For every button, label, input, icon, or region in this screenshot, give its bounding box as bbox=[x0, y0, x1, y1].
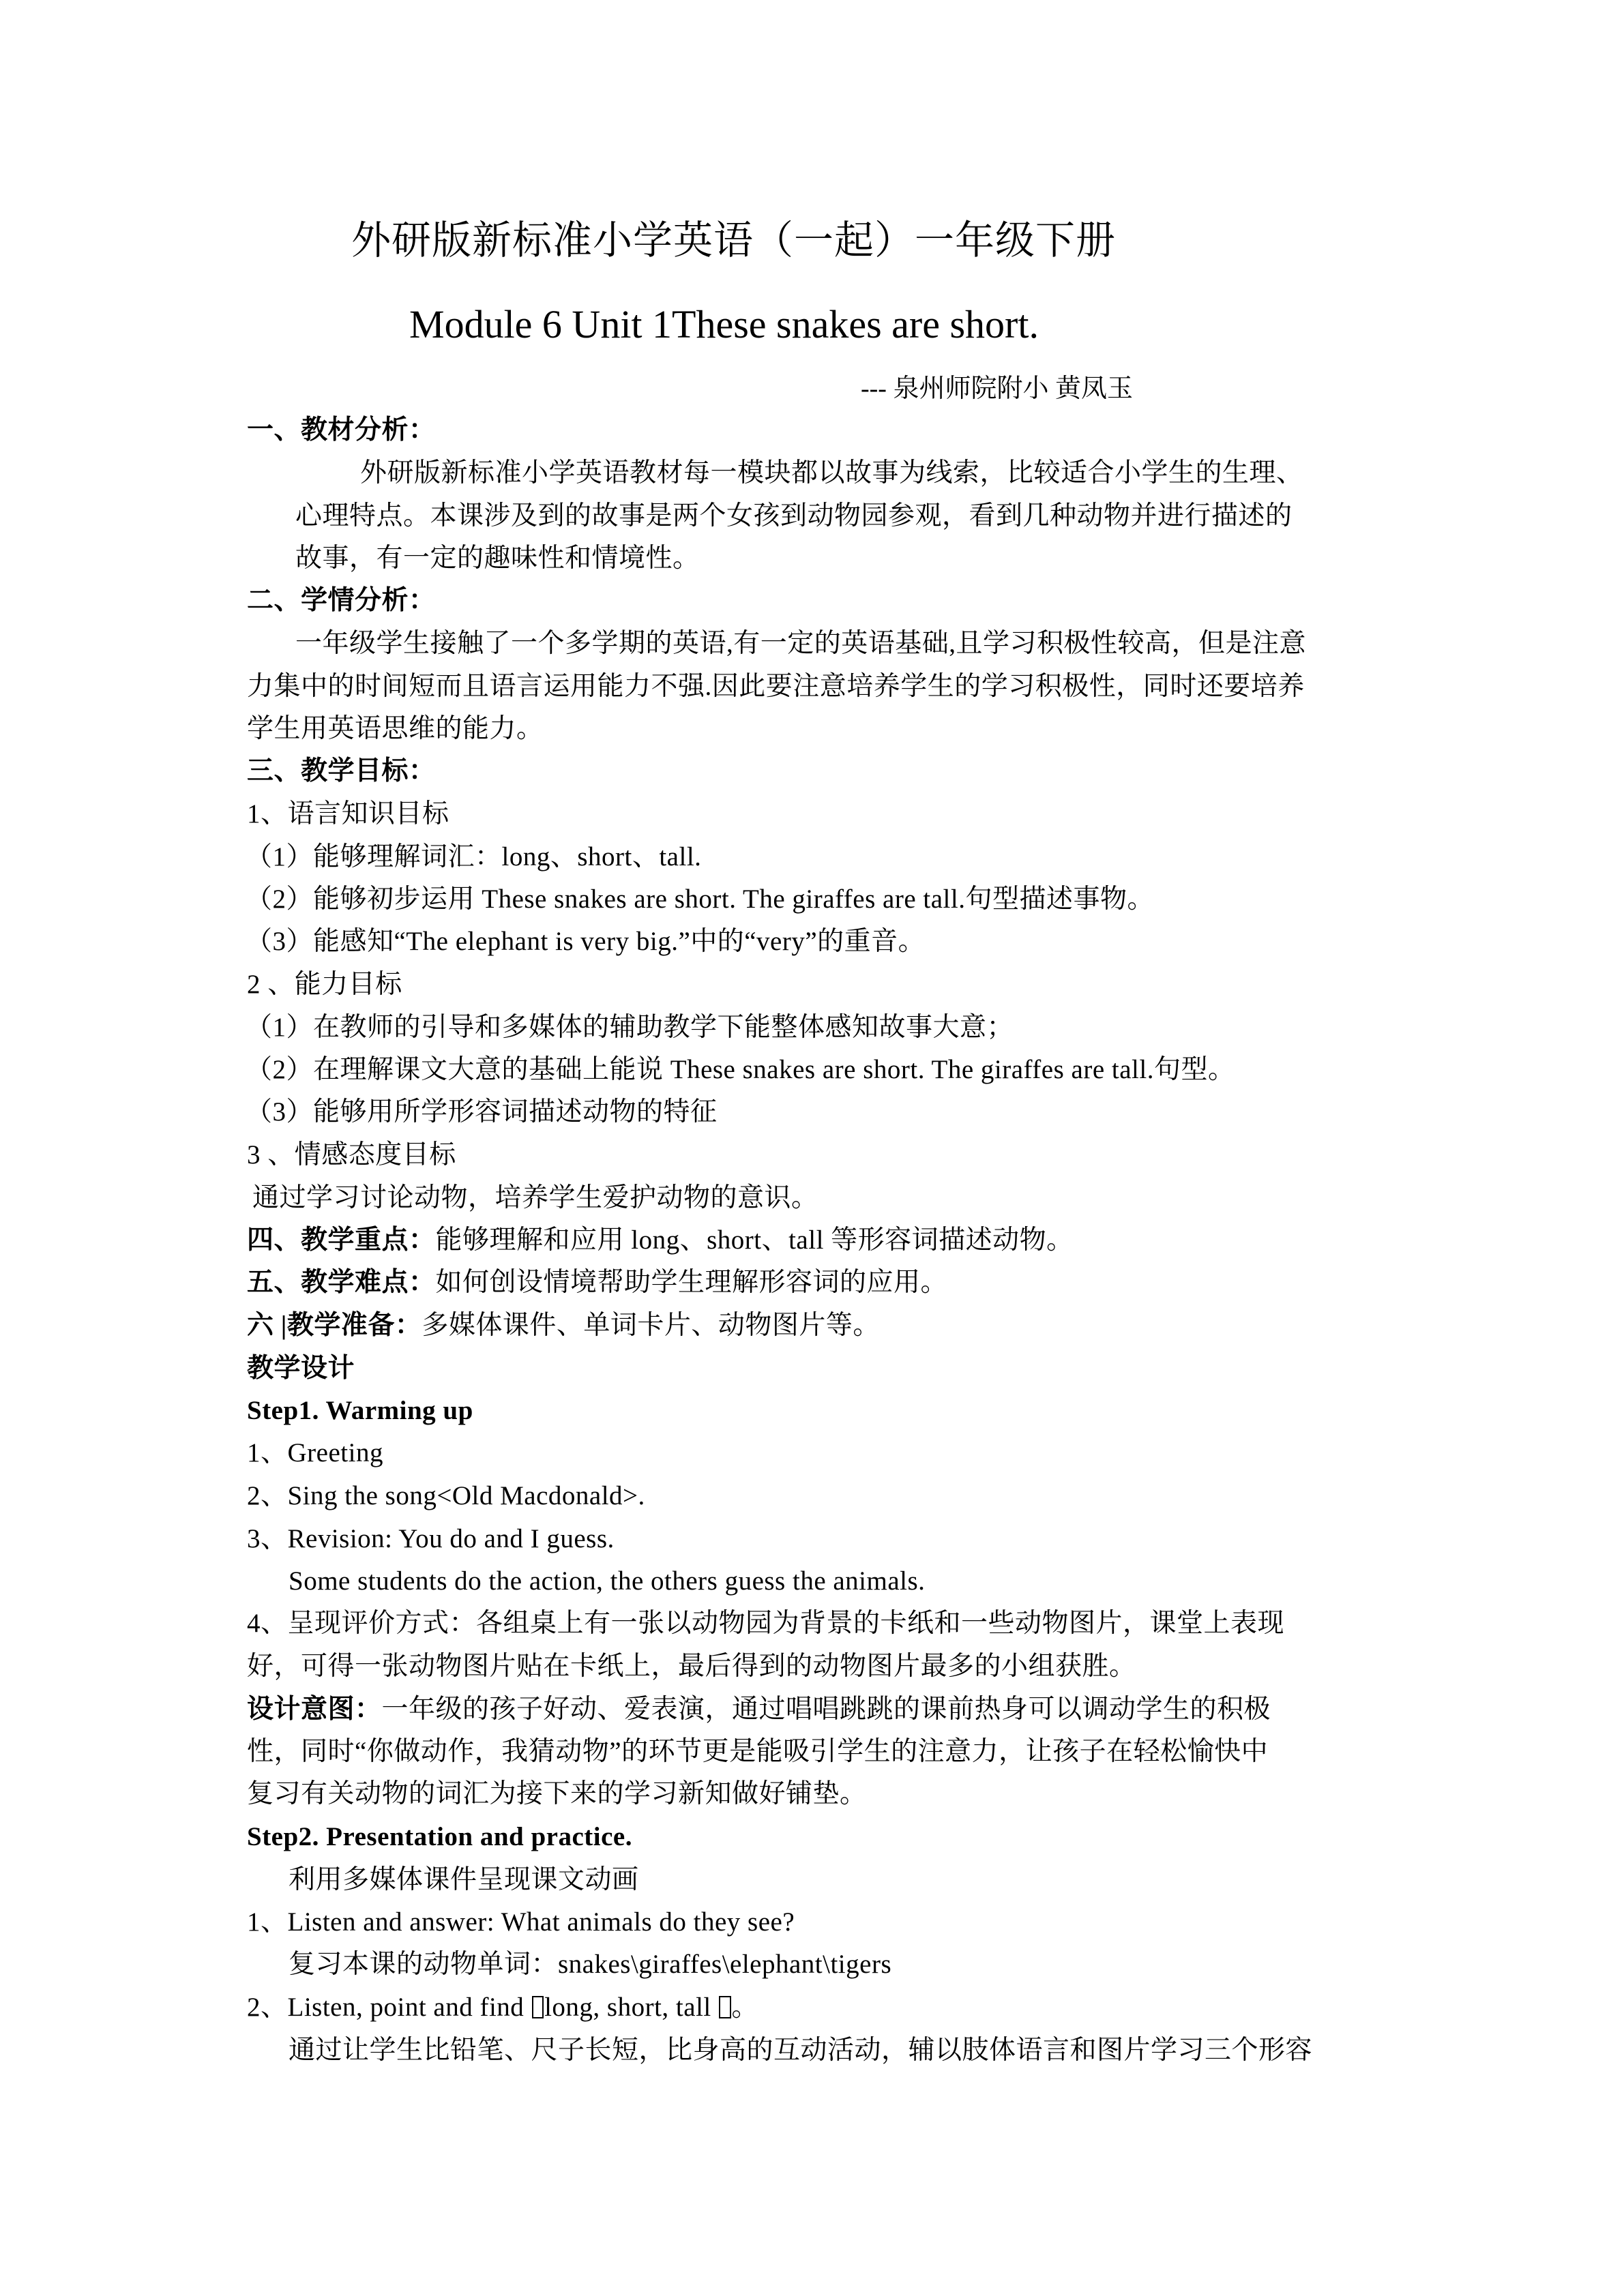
teaching-design-heading: 教学设计 bbox=[247, 1354, 355, 1383]
preparation-line bbox=[247, 1308, 880, 1343]
goal-text: 通过学习讨论动物，培养学生爱护动物的意识。 bbox=[252, 1183, 818, 1212]
step1-item: 3、Revision: You do and I guess. bbox=[247, 1524, 615, 1553]
missing-glyph-box-icon bbox=[532, 1996, 544, 2018]
design-intent-line: 性，同时“你做动作，我猜动物”的环节更是能吸引学生的注意力，让孩子在轻松愉快中 bbox=[247, 1737, 1269, 1766]
step2-heading: Step2. Presentation and practice. bbox=[247, 1822, 632, 1851]
step1-item-continued: 好，可得一张动物图片贴在卡纸上，最后得到的动物图片最多的小组获胜。 bbox=[247, 1652, 1136, 1681]
paragraph-line: 一年级学生接触了一个多学期的英语,有一定的英语基础,且学习积极性较高，但是注意 bbox=[295, 629, 1307, 658]
step2-item2-words: long, short, tall bbox=[544, 1993, 718, 2022]
key-points-line bbox=[247, 1223, 1074, 1258]
step1-item: 4、呈现评价方式：各组桌上有一张以动物园为背景的卡纸和一些动物图片，课堂上表现 bbox=[247, 1609, 1285, 1638]
goal-item: （3）能感知“The elephant is very big.”中的“very”的重音。 bbox=[246, 927, 926, 956]
design-intent-line: 复习有关动物的词汇为接下来的学习新知做好铺垫。 bbox=[247, 1779, 867, 1808]
goal-item: （3）能够用所学形容词描述动物的特征 bbox=[246, 1097, 718, 1127]
goal-title-ability: 2 、能力目标 bbox=[247, 970, 402, 999]
design-intent-line bbox=[247, 1692, 1271, 1727]
key-points-text: 能够理解和应用 long、short、tall 等形容词描述动物。 bbox=[435, 1225, 1074, 1255]
goal-item: （1）在教师的引导和多媒体的辅助教学下能整体感知故事大意； bbox=[246, 1013, 1014, 1042]
design-intent-label: 设计意图： bbox=[247, 1695, 382, 1724]
document-title: 外研版新标准小学英语（一起）一年级下册 bbox=[351, 218, 1117, 263]
preparation-text: 多媒体课件、单词卡片、动物图片等。 bbox=[422, 1311, 880, 1340]
step2-note: 通过让学生比铅笔、尺子长短，比身高的互动活动，辅以肢体语言和图片学习三个形容 bbox=[289, 2036, 1313, 2065]
paragraph-line: 故事，有一定的趣味性和情境性。 bbox=[295, 543, 700, 573]
paragraph-line: 外研版新标准小学英语教材每一模块都以故事为线索，比较适合小学生的生理、 bbox=[360, 458, 1303, 488]
author-line: --- 泉州师院附小 黄凤玉 bbox=[861, 374, 1133, 403]
step2-item2-suffix: 。 bbox=[731, 1993, 759, 2022]
lesson-title: Module 6 Unit 1These snakes are short. bbox=[409, 302, 1039, 346]
paragraph-line: 学生用英语思维的能力。 bbox=[247, 714, 544, 743]
step1-item: 1、Greeting bbox=[247, 1438, 383, 1467]
step2-item2-prefix: 2、Listen, point and find bbox=[247, 1993, 531, 2022]
paragraph-line: 心理特点。本课涉及到的故事是两个女孩到动物园参观，看到几种动物并进行描述的 bbox=[295, 501, 1293, 531]
preparation-label: 六 |教学准备： bbox=[247, 1311, 422, 1340]
goal-item: （1）能够理解词汇：long、short、tall. bbox=[246, 842, 702, 871]
difficulties-line bbox=[247, 1265, 947, 1300]
step1-item: 2、Sing the song<Old Macdonald>. bbox=[247, 1481, 645, 1510]
design-intent-text: 一年级的孩子好动、爱表演，通过唱唱跳跳的课前热身可以调动学生的积极 bbox=[381, 1695, 1271, 1724]
difficulties-text: 如何创设情境帮助学生理解形容词的应用。 bbox=[435, 1268, 948, 1297]
step2-note: 复习本课的动物单词：snakes\giraffes\elephant\tigers bbox=[289, 1950, 892, 1979]
section-heading-textbook-analysis: 一、教材分析： bbox=[247, 415, 436, 445]
key-points-label: 四、教学重点： bbox=[247, 1225, 436, 1255]
goal-item: （2）在理解课文大意的基础上能说 These snakes are short. The giraffes are tall.句型。 bbox=[246, 1055, 1235, 1084]
step1-note: Some students do the action, the others guess the animals. bbox=[289, 1566, 926, 1596]
step1-heading: Step1. Warming up bbox=[247, 1396, 473, 1425]
goal-item: （2）能够初步运用 These snakes are short. The giraffes are tall.句型描述事物。 bbox=[246, 884, 1154, 914]
step2-intro: 利用多媒体课件呈现课文动画 bbox=[289, 1865, 639, 1894]
step2-item bbox=[247, 1990, 758, 2025]
goal-title-emotion: 3 、情感态度目标 bbox=[247, 1140, 456, 1169]
paragraph-line: 力集中的时间短而且语言运用能力不强.因此要注意培养学生的学习积极性，同时还要培养 bbox=[247, 672, 1305, 701]
section-heading-student-analysis: 二、学情分析： bbox=[247, 586, 436, 615]
difficulties-label: 五、教学难点： bbox=[247, 1268, 436, 1297]
step2-item: 1、Listen and answer: What animals do they see? bbox=[247, 1907, 795, 1937]
missing-glyph-box-icon bbox=[719, 1996, 731, 2018]
section-heading-teaching-goals: 三、教学目标： bbox=[247, 756, 436, 786]
goal-title-language: 1、语言知识目标 bbox=[247, 799, 449, 829]
